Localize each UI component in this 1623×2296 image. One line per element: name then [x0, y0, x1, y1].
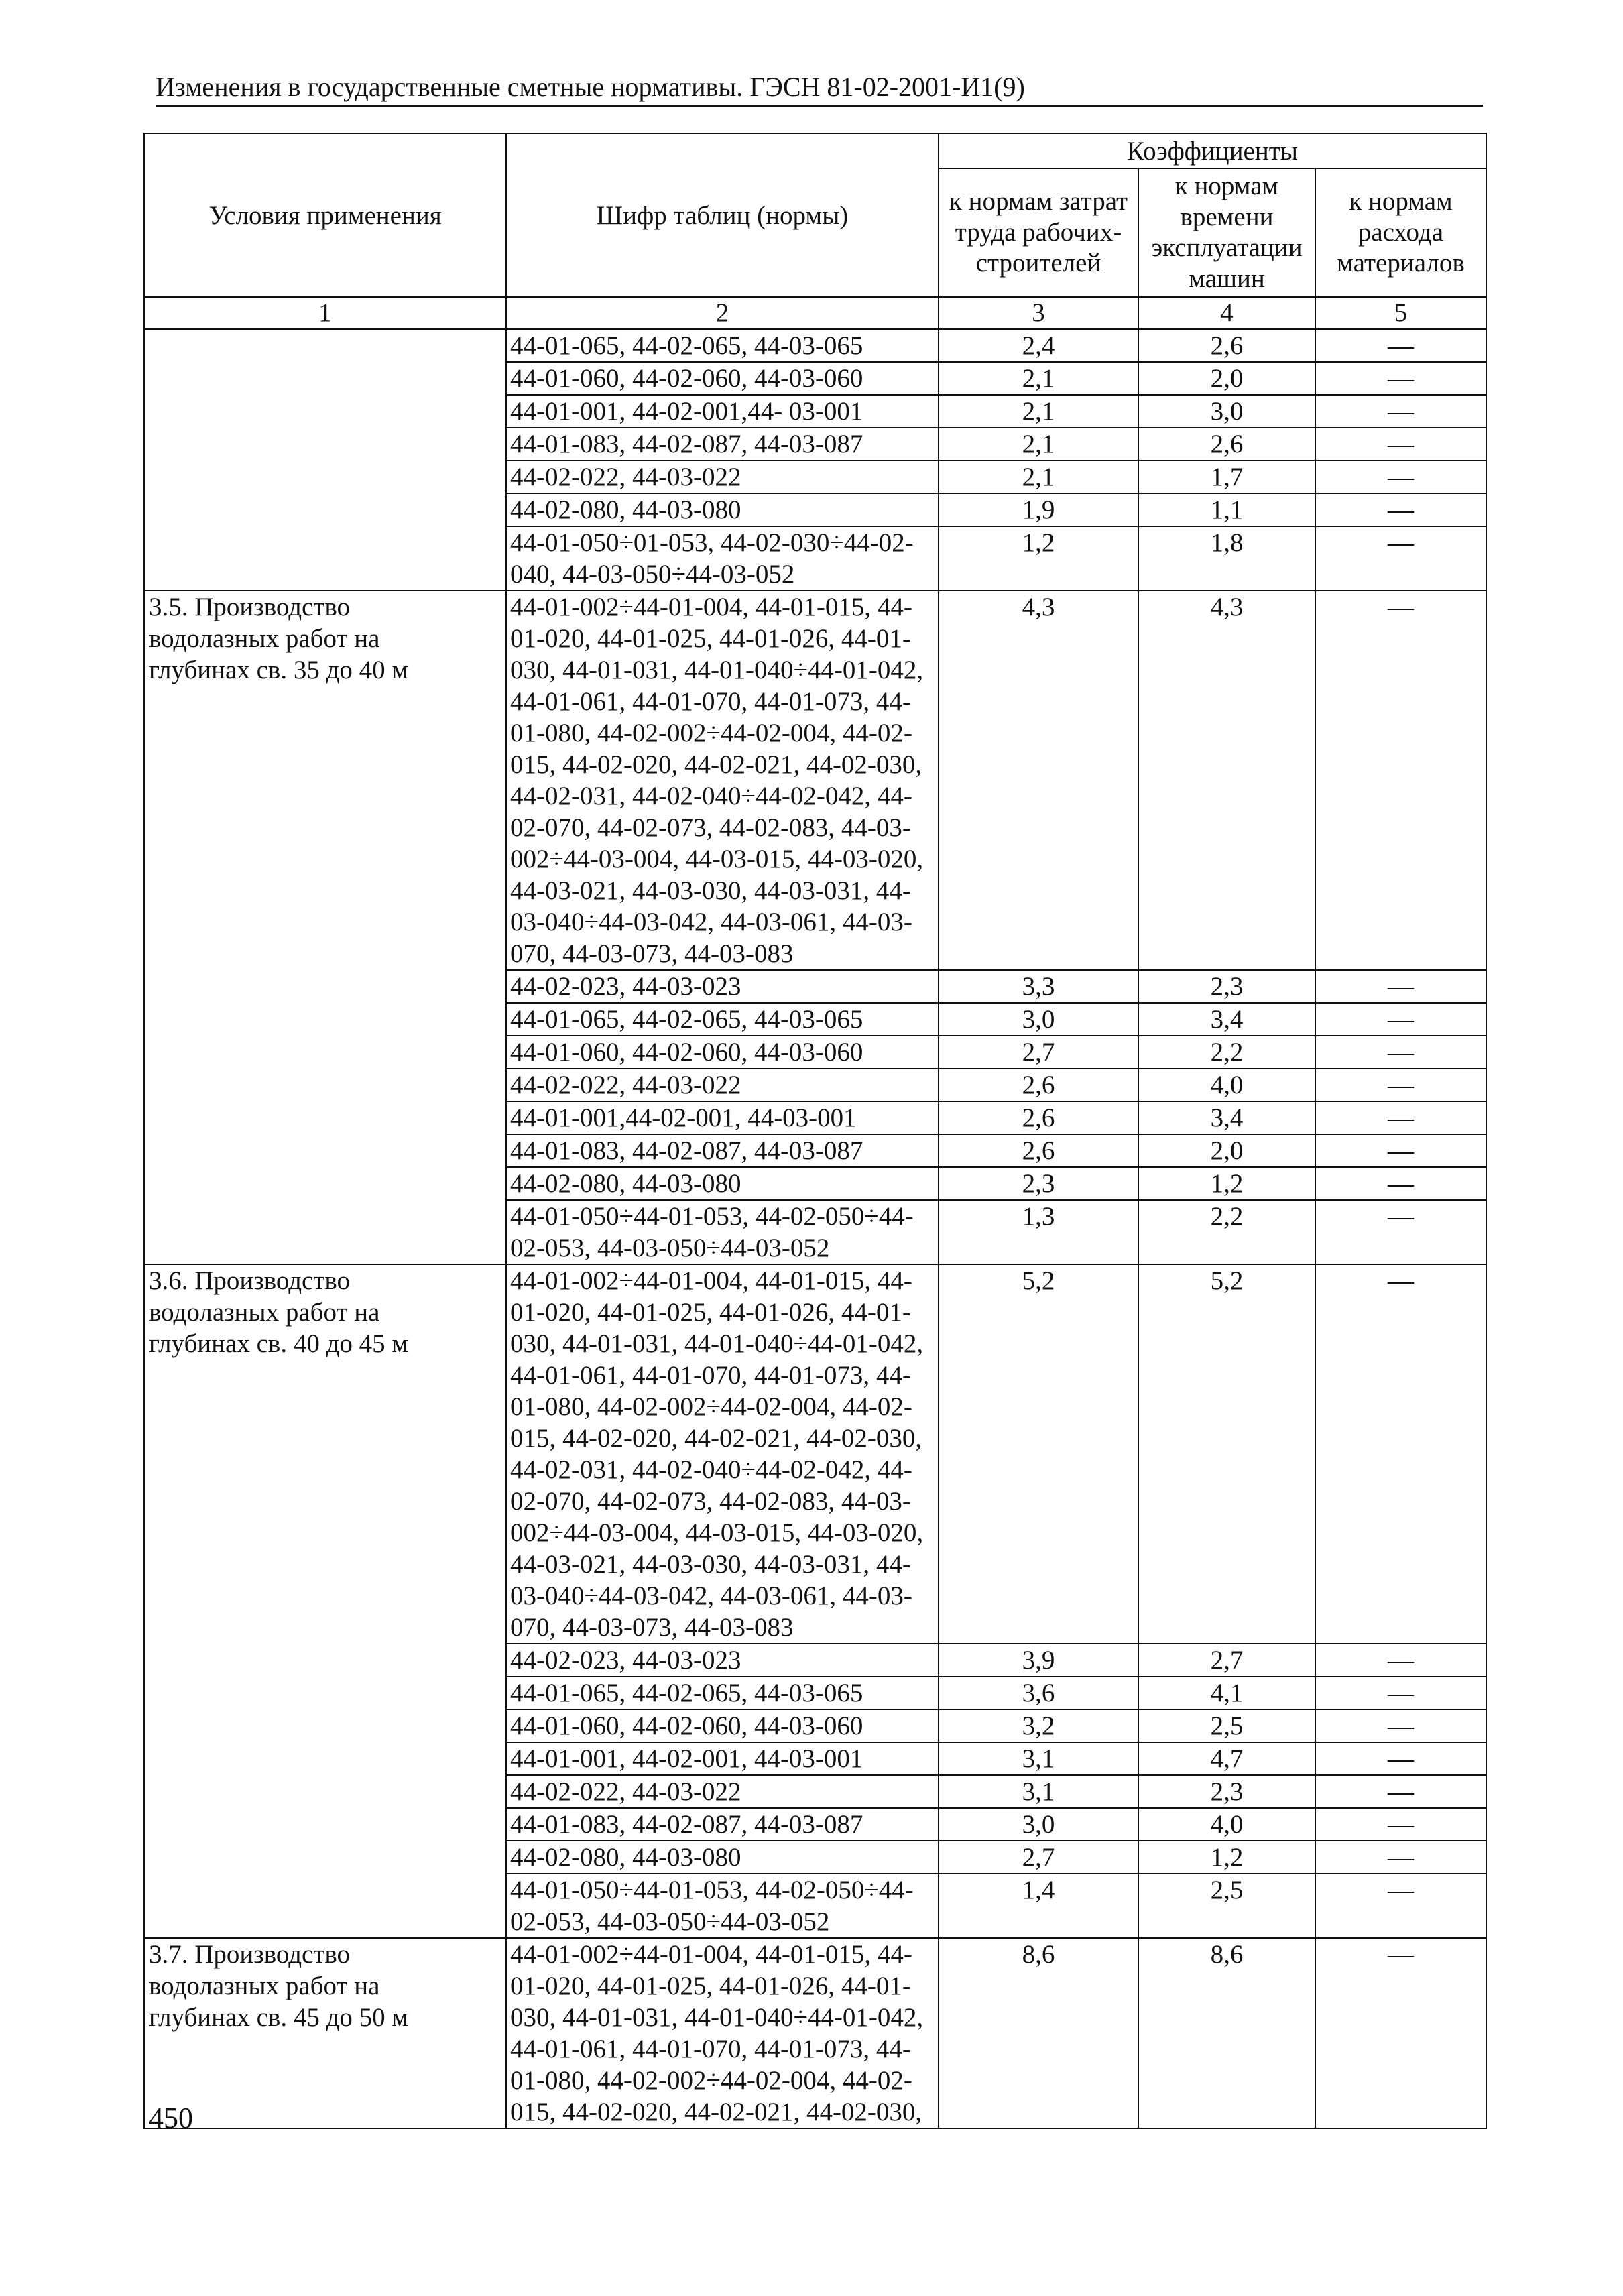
machine-coefficient-cell: 2,6: [1138, 329, 1315, 362]
labor-coefficient-cell: 3,6: [939, 1677, 1138, 1709]
column-number: 3: [939, 297, 1138, 329]
table-body: [144, 329, 1486, 2128]
material-coefficient-cell: —: [1315, 395, 1486, 428]
labor-coefficient-cell: 8,6: [939, 1938, 1138, 2128]
column-number: 1: [144, 297, 506, 329]
material-coefficient-cell: —: [1315, 1742, 1486, 1775]
code-cell: 44-01-060, 44-02-060, 44-03-060: [506, 1709, 939, 1742]
column-number: 4: [1138, 297, 1315, 329]
material-coefficient-cell: —: [1315, 1775, 1486, 1808]
code-cell: 44-01-060, 44-02-060, 44-03-060: [506, 362, 939, 395]
labor-coefficient-cell: 2,1: [939, 461, 1138, 493]
machine-coefficient-cell: 1,7: [1138, 461, 1315, 493]
table-row: [144, 1938, 1486, 2128]
material-coefficient-cell: —: [1315, 493, 1486, 526]
labor-coefficient-cell: 2,1: [939, 362, 1138, 395]
labor-coefficient-cell: 2,6: [939, 1069, 1138, 1101]
labor-coefficient-cell: 2,6: [939, 1101, 1138, 1134]
code-cell: 44-01-065, 44-02-065, 44-03-065: [506, 1677, 939, 1709]
header-machines: к нормам времени эксплуатации машин: [1138, 168, 1315, 297]
machine-coefficient-cell: 1,1: [1138, 493, 1315, 526]
machine-coefficient-cell: 3,4: [1138, 1003, 1315, 1036]
labor-coefficient-cell: 3,1: [939, 1742, 1138, 1775]
header-codes: Шифр таблиц (нормы): [506, 133, 939, 297]
labor-coefficient-cell: 2,1: [939, 395, 1138, 428]
material-coefficient-cell: —: [1315, 526, 1486, 591]
code-cell: 44-02-080, 44-03-080: [506, 1167, 939, 1200]
code-cell: 44-02-022, 44-03-022: [506, 1775, 939, 1808]
machine-coefficient-cell: 4,0: [1138, 1808, 1315, 1841]
condition-cell: 3.5. Производство водолазных работ на глубинах св. 35 до 40 м: [144, 591, 506, 1264]
code-cell: 44-01-001, 44-02-001,44- 03-001: [506, 395, 939, 428]
material-coefficient-cell: —: [1315, 1938, 1486, 2128]
material-coefficient-cell: —: [1315, 1134, 1486, 1167]
column-number: 2: [506, 297, 939, 329]
labor-coefficient-cell: 1,9: [939, 493, 1138, 526]
code-cell: 44-01-050÷44-01-053, 44-02-050÷44- 02-053, 44-03-050÷44-03-052: [506, 1874, 939, 1938]
labor-coefficient-cell: 2,3: [939, 1167, 1138, 1200]
machine-coefficient-cell: 4,3: [1138, 591, 1315, 970]
labor-coefficient-cell: 2,7: [939, 1036, 1138, 1069]
code-cell: 44-02-023, 44-03-023: [506, 1644, 939, 1677]
labor-coefficient-cell: 2,6: [939, 1134, 1138, 1167]
condition-cell: 3.6. Производство водолазных работ на глубинах св. 40 до 45 м: [144, 1264, 506, 1938]
labor-coefficient-cell: 3,0: [939, 1808, 1138, 1841]
labor-coefficient-cell: 3,3: [939, 970, 1138, 1003]
labor-coefficient-cell: 3,1: [939, 1775, 1138, 1808]
page-header: Изменения в государственные сметные нормативы. ГЭСН 81-02-2001-И1(9): [156, 72, 1483, 107]
header-conditions: Условия применения: [144, 133, 506, 297]
machine-coefficient-cell: 8,6: [1138, 1938, 1315, 2128]
code-cell: 44-01-050÷01-053, 44-02-030÷44-02- 040, 44-03-050÷44-03-052: [506, 526, 939, 591]
code-cell: 44-01-060, 44-02-060, 44-03-060: [506, 1036, 939, 1069]
code-cell: 44-01-083, 44-02-087, 44-03-087: [506, 1808, 939, 1841]
labor-coefficient-cell: 2,7: [939, 1841, 1138, 1874]
machine-coefficient-cell: 2,5: [1138, 1874, 1315, 1938]
material-coefficient-cell: —: [1315, 1003, 1486, 1036]
machine-coefficient-cell: 2,6: [1138, 428, 1315, 461]
code-cell: 44-01-001,44-02-001, 44-03-001: [506, 1101, 939, 1134]
machine-coefficient-cell: 2,7: [1138, 1644, 1315, 1677]
code-cell: 44-01-065, 44-02-065, 44-03-065: [506, 1003, 939, 1036]
header-coefficients: Коэффициенты: [939, 133, 1486, 168]
code-cell: 44-01-050÷44-01-053, 44-02-050÷44- 02-053, 44-03-050÷44-03-052: [506, 1200, 939, 1264]
code-cell: 44-01-083, 44-02-087, 44-03-087: [506, 1134, 939, 1167]
code-cell: 44-01-002÷44-01-004, 44-01-015, 44- 01-020, 44-01-025, 44-01-026, 44-01- 030, 44-01-031, 44-01-040÷44-01-042, 44-01-061, 44-01-070, 44-01-073, 44- 01-080, 44-02-002÷44-02-004, 44-02- 015, 44-02-020, 44-02-021, 44-02-030,: [506, 1938, 939, 2128]
code-cell: 44-01-065, 44-02-065, 44-03-065: [506, 329, 939, 362]
code-cell: 44-02-080, 44-03-080: [506, 1841, 939, 1874]
material-coefficient-cell: —: [1315, 1709, 1486, 1742]
material-coefficient-cell: —: [1315, 591, 1486, 970]
material-coefficient-cell: —: [1315, 1874, 1486, 1938]
header-materials: к нормам расхода материалов: [1315, 168, 1486, 297]
code-cell: 44-02-022, 44-03-022: [506, 461, 939, 493]
machine-coefficient-cell: 2,2: [1138, 1200, 1315, 1264]
material-coefficient-cell: —: [1315, 1808, 1486, 1841]
material-coefficient-cell: —: [1315, 1677, 1486, 1709]
material-coefficient-cell: —: [1315, 329, 1486, 362]
material-coefficient-cell: —: [1315, 1101, 1486, 1134]
machine-coefficient-cell: 4,7: [1138, 1742, 1315, 1775]
machine-coefficient-cell: 2,5: [1138, 1709, 1315, 1742]
machine-coefficient-cell: 2,3: [1138, 1775, 1315, 1808]
labor-coefficient-cell: 2,1: [939, 428, 1138, 461]
labor-coefficient-cell: 1,4: [939, 1874, 1138, 1938]
code-cell: 44-01-083, 44-02-087, 44-03-087: [506, 428, 939, 461]
page-number: 450: [149, 2102, 193, 2134]
labor-coefficient-cell: 5,2: [939, 1264, 1138, 1644]
code-cell: 44-01-001, 44-02-001, 44-03-001: [506, 1742, 939, 1775]
header-labor: к нормам затрат труда рабочих-строителей: [939, 168, 1138, 297]
machine-coefficient-cell: 4,0: [1138, 1069, 1315, 1101]
code-cell: 44-01-002÷44-01-004, 44-01-015, 44- 01-020, 44-01-025, 44-01-026, 44-01- 030, 44-01-031, 44-01-040÷44-01-042, 44-01-061, 44-01-070, 44-01-073, 44- 01-080, 44-02-002÷44-02-004, 44-02- 015, 44-02-020, 44-02-021, 44-02-030, 44-02-031, 44-02-040÷44-02-042, 44- 02-070, 44-02-073, 44-02-083, 44-03- 002÷44-03-004, 44-03-015, 44-03-020, 44-03-021, 44-03-030, 44-03-031, 44- 03-040÷44-03-042, 44-03-061, 44-03- 070, 44-03-073, 44-03-083: [506, 591, 939, 970]
labor-coefficient-cell: 4,3: [939, 591, 1138, 970]
material-coefficient-cell: —: [1315, 1167, 1486, 1200]
material-coefficient-cell: —: [1315, 1069, 1486, 1101]
machine-coefficient-cell: 3,4: [1138, 1101, 1315, 1134]
labor-coefficient-cell: 3,9: [939, 1644, 1138, 1677]
material-coefficient-cell: —: [1315, 428, 1486, 461]
labor-coefficient-cell: 2,4: [939, 329, 1138, 362]
table-row: [144, 329, 1486, 362]
machine-coefficient-cell: 1,2: [1138, 1841, 1315, 1874]
labor-coefficient-cell: 3,2: [939, 1709, 1138, 1742]
code-cell: 44-02-023, 44-03-023: [506, 970, 939, 1003]
table-row: [144, 591, 1486, 970]
code-cell: 44-02-080, 44-03-080: [506, 493, 939, 526]
table-row: [144, 1264, 1486, 1644]
machine-coefficient-cell: 1,2: [1138, 1167, 1315, 1200]
code-cell: 44-02-022, 44-03-022: [506, 1069, 939, 1101]
material-coefficient-cell: —: [1315, 1264, 1486, 1644]
labor-coefficient-cell: 3,0: [939, 1003, 1138, 1036]
machine-coefficient-cell: 2,3: [1138, 970, 1315, 1003]
material-coefficient-cell: —: [1315, 970, 1486, 1003]
coefficients-table: [143, 133, 1487, 2129]
machine-coefficient-cell: 1,8: [1138, 526, 1315, 591]
machine-coefficient-cell: 2,2: [1138, 1036, 1315, 1069]
labor-coefficient-cell: 1,2: [939, 526, 1138, 591]
machine-coefficient-cell: 4,1: [1138, 1677, 1315, 1709]
material-coefficient-cell: —: [1315, 1841, 1486, 1874]
column-number: 5: [1315, 297, 1486, 329]
material-coefficient-cell: —: [1315, 461, 1486, 493]
machine-coefficient-cell: 2,0: [1138, 1134, 1315, 1167]
material-coefficient-cell: —: [1315, 1644, 1486, 1677]
machine-coefficient-cell: 2,0: [1138, 362, 1315, 395]
machine-coefficient-cell: 3,0: [1138, 395, 1315, 428]
material-coefficient-cell: —: [1315, 362, 1486, 395]
machine-coefficient-cell: 5,2: [1138, 1264, 1315, 1644]
labor-coefficient-cell: 1,3: [939, 1200, 1138, 1264]
material-coefficient-cell: —: [1315, 1200, 1486, 1264]
material-coefficient-cell: —: [1315, 1036, 1486, 1069]
condition-cell: [144, 329, 506, 591]
condition-cell: 3.7. Производство водолазных работ на глубинах св. 45 до 50 м: [144, 1938, 506, 2128]
code-cell: 44-01-002÷44-01-004, 44-01-015, 44- 01-020, 44-01-025, 44-01-026, 44-01- 030, 44-01-031, 44-01-040÷44-01-042, 44-01-061, 44-01-070, 44-01-073, 44- 01-080, 44-02-002÷44-02-004, 44-02- 015, 44-02-020, 44-02-021, 44-02-030, 44-02-031, 44-02-040÷44-02-042, 44- 02-070, 44-02-073, 44-02-083, 44-03- 002÷44-03-004, 44-03-015, 44-03-020, 44-03-021, 44-03-030, 44-03-031, 44- 03-040÷44-03-042, 44-03-061, 44-03- 070, 44-03-073, 44-03-083: [506, 1264, 939, 1644]
